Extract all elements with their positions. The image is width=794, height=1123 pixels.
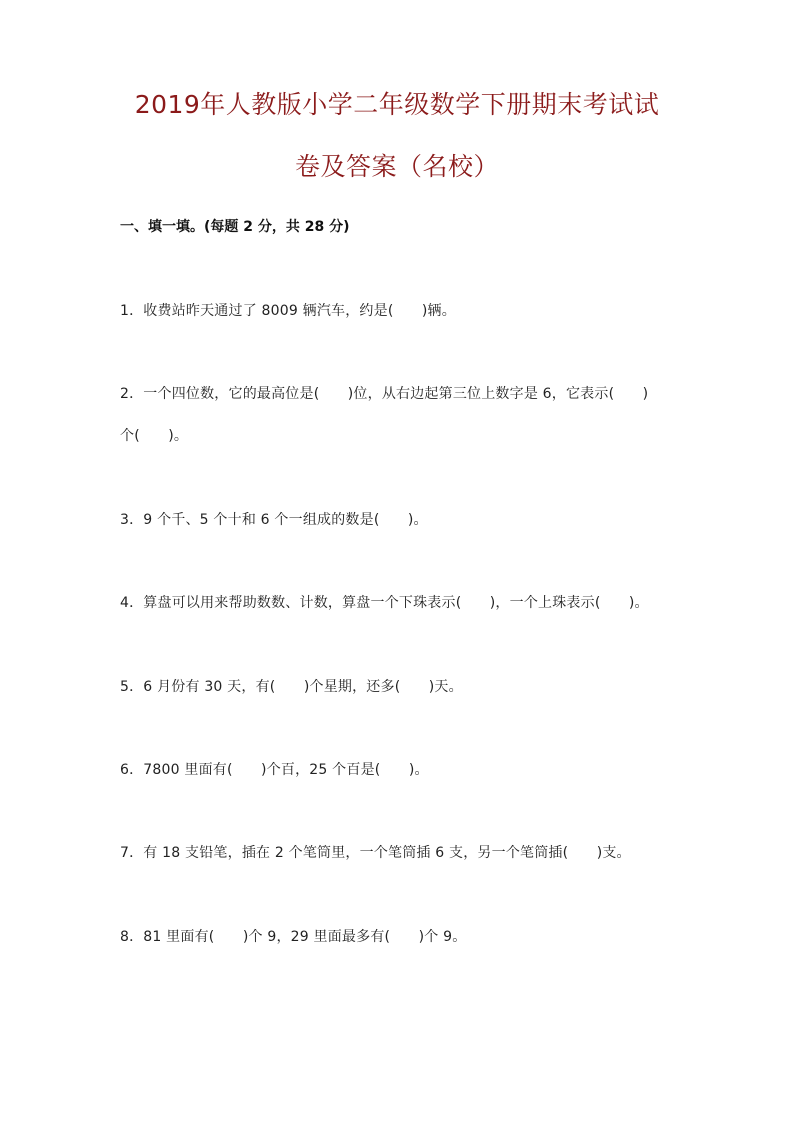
question-2-line-2: 个( )。 [120, 428, 189, 444]
question-2-line-1: 2．一个四位数，它的最高位是( )位，从右边起第三位上数字是 6，它表示( ) [120, 386, 649, 402]
question-8: 8．81 里面有( )个 9，29 里面最多有( )个 9。 [120, 929, 467, 945]
question-3: 3．9 个千、5 个十和 6 个一组成的数是( )。 [120, 512, 428, 528]
question-4: 4．算盘可以用来帮助数数、计数，算盘一个下珠表示( )，一个上珠表示( )。 [120, 595, 649, 611]
question-7: 7．有 18 支铅笔，插在 2 个笔筒里，一个笔筒插 6 支，另一个笔筒插( )支。 [120, 845, 631, 861]
document-title-line-1: 2019年人教版小学二年级数学下册期末考试试 [134, 90, 660, 119]
section-heading-fill-in: 一、填一填。(每题 2 分，共 28 分) [120, 219, 350, 235]
question-5: 5．6 月份有 30 天，有( )个星期，还多( )天。 [120, 679, 463, 695]
question-6: 6．7800 里面有( )个百，25 个百是( )。 [120, 762, 429, 778]
document-title-line-2: 卷及答案（名校） [294, 152, 499, 181]
question-1: 1．收费站昨天通过了 8009 辆汽车，约是( )辆。 [120, 303, 456, 319]
